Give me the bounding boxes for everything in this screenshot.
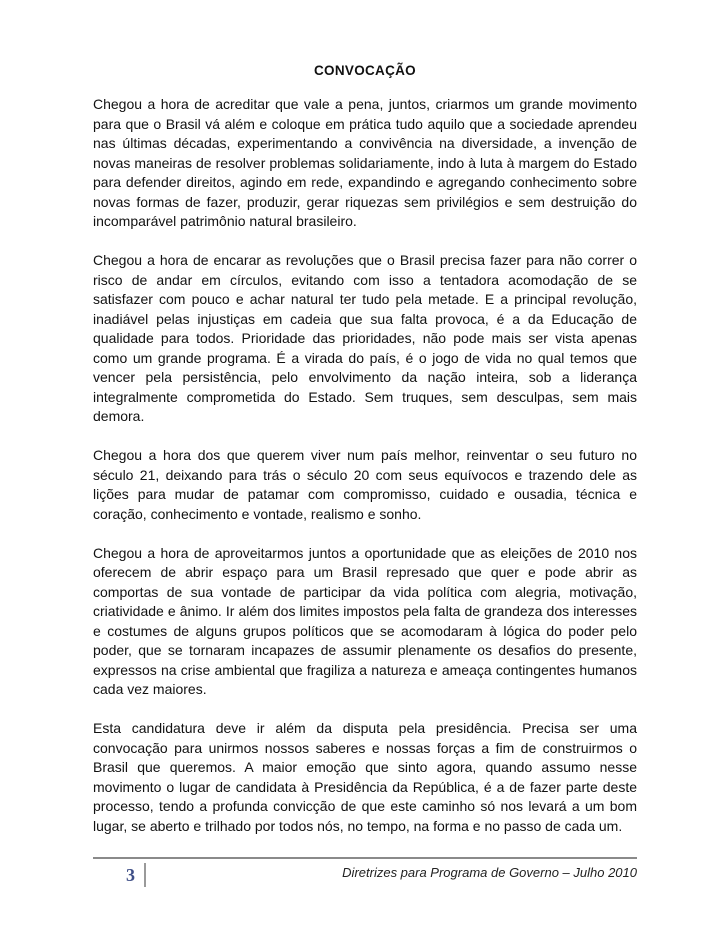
paragraph-4: Chegou a hora de aproveitarmos juntos a oportunidade que as eleições de 2010 nos oferecem de abrir espaço para um Brasil represado que quer e pode abrir as comportas de sua vontade de participar da vida política com alegria, motivação, criatividade e ânimo. Ir além dos limites impostos pela falta de grandeza dos interesses e costumes de alguns grupos políticos que se acomodaram à lógica do poder pelo poder, que se tornaram incapazes de assumir plenamente os desafios do presente, expressos na crise ambiental que fragiliza a natureza e ameaça contingentes humanos cada vez maiores.	[93, 544, 637, 697]
paragraph-3: Chegou a hora dos que querem viver num país melhor, reinventar o seu futuro no século 21, deixando para trás o século 20 com seus equívocos e trazendo dele as lições para mudar de patamar com compromisso, cuidado e ousadia, técnica e coração, conhecimento e vontade, realismo e sonho.	[93, 447, 637, 522]
paragraph-5: Esta candidatura deve ir além da disputa pela presidência. Precisa ser uma convocação para unirmos nossos saberes e nossas forças a fim de construirmos o Brasil que queremos. A maior emoção que sinto agora, quando assumo nesse movimento o lugar de candidata à Presidência da República, é a de fazer parte deste processo, tendo a profunda convicção de que este caminho só nos levará a um bom lugar, se aberto e trilhado por todos nós, no tempo, na forma e no passo de cada um.	[93, 720, 637, 834]
page-footer	[93, 857, 637, 887]
page-title: CONVOCAÇÃO	[313, 63, 416, 78]
page-number: 3	[126, 865, 135, 885]
footer-caption: Diretrizes para Programa de Governo – Julho 2010	[342, 865, 637, 880]
body-text	[93, 95, 637, 856]
footer-divider	[93, 857, 637, 859]
paragraph-2: Chegou a hora de encarar as revoluções que o Brasil precisa fazer para não correr o risco de andar em círculos, evitando com isso a tentadora acomodação de se satisfazer com pouco e achar natural ter tudo pela metade. E a principal revolução, inadiável pelas injustiças em cadeia que sua falta provoca, é a da Educação de qualidade para todos. Prioridade das prioridades, não pode mais ser vista apenas como um grande programa. É a virada do país, é o jogo de vida no qual temos que vencer pela persistência, pelo envolvimento da nação inteira, sob a liderança integralmente comprometida do Estado. Sem truques, sem desculpas, sem mais demora.	[93, 252, 637, 424]
page-number-divider	[144, 863, 146, 887]
paragraph-1: Chegou a hora de acreditar que vale a pena, juntos, criarmos um grande movimento para que o Brasil vá além e coloque em prática tudo aquilo que a sociedade aprendeu nas últimas décadas, experimentando a convivência na diversidade, a invenção de novas maneiras de resolver problemas solidariamente, indo à luta à margem do Estado para defender direitos, agindo em rede, expandindo e agregando conhecimento sobre novas formas de fazer, produzir, gerar riquezas sem privilégios e sem destruição do incomparável patrimônio natural brasileiro.	[93, 96, 637, 229]
